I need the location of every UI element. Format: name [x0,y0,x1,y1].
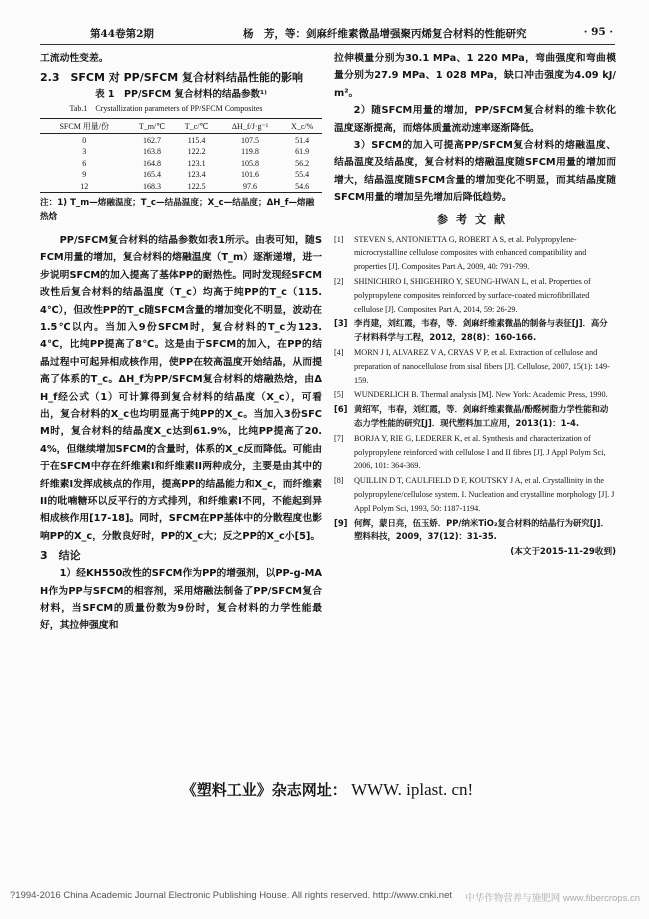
table-cell: 54.6 [295,181,310,191]
conclusion-3: 3）SFCM的加入可提高PP/SFCM复合材料的熔融温度、结晶温度及结晶度，复合材料的熔融温度随SFCM用量的增加而增大，结晶温度随SFCM含量的增加变化不明显，而其结晶度随SFCM用量的增加呈先增加后降低趋势。 [334,140,616,204]
ref-number: [4] [334,348,344,358]
website-url[interactable]: WWW. iplast. cn! [351,780,474,799]
table-cell: 119.8 [241,147,259,157]
left-column [40,50,322,635]
analysis-paragraph: PP/SFCM复合材料的结晶参数如表1所示。由表可知，随SFCM用量的增加，复合材料的熔融温度（T_m）逐渐递增，进一步说明SFCM的加入提高了基体PP的耐热性。同时发现经SFCM改性后复合材料的结晶温度（T_c）均高于纯PP的T_c（115.4℃），但改性PP的T_c随SFCM含量的增加变化不明显，波动在1.5℃以内。当加入9份SFCM时，复合材料的T_c为123.4℃，比纯PP提高了8℃。这是由于SFCM的加入，在PP的结晶过程中可起异相成核作用，使PP在较高温度开始结晶，从而提高了体系的T_c。ΔH_f为PP/SFCM复合材料的熔融热焓，由ΔH_f经公式（1）可计算得到复合材料的结晶度（X_c），可看出，复合材料的X_c也均明显高于纯PP的X_c。当加入3份SFCM时，复合材料的结晶度X_c达到61.9%，比纯PP提高了20.4%，但继续增加SFCM的含量时，体系的X_c反而降低。可能由于在SFCM中存在纤维素I和纤维素II两种成分，主要是由其中的纤维素I发挥成核点的作用，提高PP的结晶能力和X_c，而纤维素II的吡喃糖环以反平行的方式排列，和纤维素I不同，不能起到异相成核作用[17-18]。同时，SFCM在PP基体中的分散程度也影响PP的X_c，分散良好时，PP的X_c大；反之PP的X_c小[5]。 [40,234,322,542]
reference-item [334,388,616,402]
reference-item [334,517,616,545]
table-cell: 55.4 [295,170,310,180]
reference-item [334,403,616,431]
ref-number: [7] [334,433,344,443]
table-row [40,157,322,169]
table-header-cell: X_c/% [291,121,314,131]
table-header-cell: ΔH_f/J·g⁻¹ [231,121,269,131]
table-cell: 122.2 [187,147,206,157]
ref-number: [8] [334,476,344,486]
ref-text: BORJA Y, RIE G, LEDERER K, et al. Synthesis and characterization of polypropylene reinforced with cellulose I and II fibres [J]. J Appl Polym Sci, 2006, 101: 364-369. [354,433,606,471]
table-cell: 123.4 [187,170,206,180]
conclusion-2: 2）随SFCM用量的增加，PP/SFCM复合材料的维卡软化温度逐渐提高，而熔体质量流动速率逐渐降低。 [334,105,616,134]
table-cell: 168.3 [142,181,161,191]
table-cell: 123.1 [187,158,206,168]
table-cell: 97.6 [243,181,257,191]
table-cell: 12 [80,181,89,191]
footer [10,890,640,904]
table-row [40,134,322,146]
running-header [38,26,613,42]
reference-item [334,233,616,274]
crystallization-table [40,118,322,193]
table-header-cell: T_m/℃ [138,121,166,131]
table-header-row [40,119,322,134]
volume-issue: 第44卷第2期 [90,28,154,40]
table-cell: 9 [82,170,87,180]
reference-item [334,346,616,387]
table-cell: 105.8 [241,158,259,168]
right-column [334,50,616,557]
table-header-cell: T_c/℃ [184,121,209,131]
table-cell: 0 [82,135,87,145]
table-cell: 61.9 [295,147,310,157]
ref-number: [2] [334,277,344,287]
ref-number: [5] [334,390,344,400]
table-cell: 122.5 [187,181,206,191]
table-row [40,180,322,192]
table-caption: 表 1 PP/SFCM 复合材料的结晶参数¹⁾ [95,89,267,101]
table-cell: 51.4 [295,135,310,145]
table-cell: 3 [82,147,87,157]
ref-number: [3] [334,318,348,329]
ref-number: [1] [334,234,344,244]
ref-text: WUNDERLICH B. Thermal analysis [M]. New York: Academic Press, 1990. [354,390,608,400]
ref-text: 黄绍军，韦春，刘红霞，等．剑麻纤维素微晶/酚醛树脂力学性能和动态力学性能的研究[J]．现代塑料加工应用，2013(1)：1-4. [354,404,609,429]
table-cell: 162.7 [142,135,161,145]
running-title: 杨 芳，等：剑麻纤维素微晶增强聚丙烯复合材料的性能研究 [243,28,527,40]
table-cell: 115.4 [187,135,206,145]
ref-text: MORN J I, ALVAREZ V A, CRYAS V P, et al. Extraction of cellulose and preparation of nanocellulose from sisal fibers [J]. Cellulose, 2007, 15(1): 149-159. [354,348,610,385]
table-row [40,146,322,158]
copyright-text: ?1994-2016 China Academic Journal Electronic Publishing House. All rights reserved. http://www.cnki.net [10,890,452,901]
watermark-text: 中华作物营养与施肥网 www.fibercrops.cn [465,893,640,904]
table-cell: 163.8 [142,147,161,157]
reference-item [334,275,616,316]
table-cell: 56.2 [295,158,310,168]
journal-website [40,779,615,800]
table-cell: 164.8 [142,158,161,168]
website-label: 《塑料工业》杂志网址： [181,781,347,799]
reference-item [334,317,616,345]
reference-list [334,233,616,545]
table-note: 注：1) T_m—熔融温度；T_c—结晶温度；X_c—结晶度；ΔH_f—熔融热焓 [40,197,315,222]
header-rule [40,44,615,45]
table-header-cell: SFCM 用量/份 [59,121,110,131]
intro-text: 工流动性变差。 [40,53,109,64]
table-cell: 6 [82,158,87,168]
references-heading: 参考文献 [437,212,513,226]
page-number: · 95 · [583,26,613,38]
ref-number: [9] [334,517,348,528]
received-date: (本文于2015-11-29收到) [510,547,616,558]
conclusion-1: 1）经KH550改性的SFCM作为PP的增强剂，以PP-g-MAH作为PP与SFCM的相容剂，采用熔融法制备了PP/SFCM复合材料，当SFCM的质量份数为9份时，复合材料的力学性能最好，其拉伸强度和 [40,568,322,632]
ref-text: 何辉，蒙日亮，伍玉娇．PP/纳米TiO₂复合材料的结晶行为研究[J]．塑料科技，2009，37(12)：31-35. [354,517,609,542]
reference-item [334,474,616,515]
ref-number: [6] [334,404,348,415]
table-row [40,169,322,181]
table-cell: 107.5 [241,135,259,145]
ref-text: SHINICHIRO I, SHIGEHIRO Y, SEUNG-HWAN L, et al. Properties of polypropylene composites reinforced by surface-coated microfibrillated cellulose [J]. Composites Part A, 2014, 59: 26-29. [354,277,591,314]
conclusion-1-cont: 拉伸模量分别为30.1 MPa、1 220 MPa，弯曲强度和弯曲模量分别为27.9 MPa、1 028 MPa，缺口冲击强度为4.09 kJ/m²。 [334,53,616,99]
reference-item [334,432,616,473]
table-caption-en: Tab.1 Crystallization parameters of PP/SFCM Composites [69,104,263,114]
ref-text: 李肖建，刘红霞，韦春，等．剑麻纤维素微晶的制备与表征[J]．高分子材料科学与工程，2012，28(8)：160-166. [354,318,608,343]
ref-text: STEVEN S, ANTONIETTA G, ROBERT A S, et al. Polypropylene-microcrystalline cellulose composites with enhanced compatibility and properties [J]. Composites Part A, 2009, 40: 791-799. [354,234,587,272]
table-cell: 165.4 [142,170,161,180]
ref-text: QUILLIN D T, CAULFIELD D F, KOUTSKY J A, et al. Crystallinity in the polypropylene/cellulose system. I. Nucleation and crystalline morphology [J]. J Appl Polym Sci, 1993, 50: 1187-1194. [354,476,615,513]
section-2-3-heading: 2.3 SFCM 对 PP/SFCM 复合材料结晶性能的影响 [40,71,304,85]
section-3-heading: 3 结论 [40,549,81,563]
table-cell: 101.6 [241,170,259,180]
